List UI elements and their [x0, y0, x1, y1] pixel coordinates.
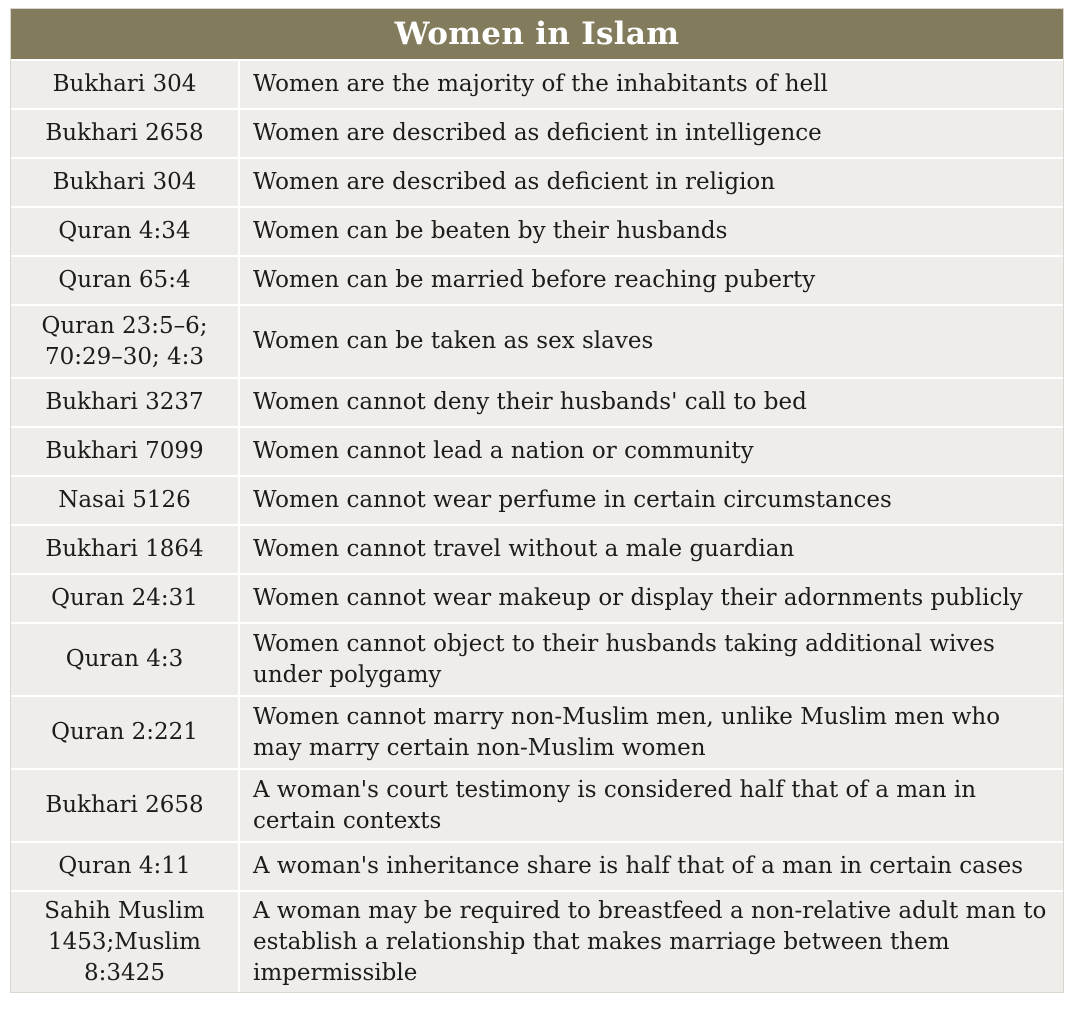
table-row [11, 842, 1063, 891]
source-cell: Quran 24:31 [11, 574, 239, 623]
description-cell: Women cannot wear makeup or display their adornments publicly [239, 574, 1063, 623]
source-cell: Quran 4:3 [11, 623, 239, 696]
table-row [11, 158, 1063, 207]
description-cell: Women cannot object to their husbands taking additional wives under polygamy [239, 623, 1063, 696]
table-row [11, 769, 1063, 842]
source-cell: Bukhari 2658 [11, 109, 239, 158]
description-cell: Women can be married before reaching puberty [239, 256, 1063, 305]
source-cell: Quran 4:11 [11, 842, 239, 891]
table-row [11, 574, 1063, 623]
source-cell: Bukhari 7099 [11, 427, 239, 476]
table-row [11, 207, 1063, 256]
table-row [11, 476, 1063, 525]
table-row [11, 305, 1063, 378]
table-row [11, 109, 1063, 158]
description-cell: Women are the majority of the inhabitants of hell [239, 60, 1063, 109]
source-cell: Bukhari 304 [11, 158, 239, 207]
description-cell: A woman's court testimony is considered half that of a man in certain contexts [239, 769, 1063, 842]
table-row [11, 60, 1063, 109]
table-row [11, 891, 1063, 992]
source-cell: Bukhari 3237 [11, 378, 239, 427]
source-cell: Nasai 5126 [11, 476, 239, 525]
source-cell: Bukhari 304 [11, 60, 239, 109]
description-cell: Women cannot lead a nation or community [239, 427, 1063, 476]
source-cell: Bukhari 2658 [11, 769, 239, 842]
source-cell: Bukhari 1864 [11, 525, 239, 574]
table-row [11, 378, 1063, 427]
description-cell: Women cannot wear perfume in certain circumstances [239, 476, 1063, 525]
description-cell: A woman's inheritance share is half that of a man in certain cases [239, 842, 1063, 891]
table-row [11, 427, 1063, 476]
description-cell: Women cannot deny their husbands' call to bed [239, 378, 1063, 427]
description-cell: Women are described as deficient in religion [239, 158, 1063, 207]
description-cell: Women are described as deficient in intelligence [239, 109, 1063, 158]
source-cell: Quran 65:4 [11, 256, 239, 305]
table-row [11, 256, 1063, 305]
reference-table [11, 59, 1063, 992]
table-title: Women in Islam [11, 9, 1063, 59]
description-cell: A woman may be required to breastfeed a non-relative adult man to establish a relationship that makes marriage between them impermissible [239, 891, 1063, 992]
table-row [11, 696, 1063, 769]
source-cell: Quran 4:34 [11, 207, 239, 256]
source-cell: Sahih Muslim 1453;Muslim 8:3425 [11, 891, 239, 992]
women-in-islam-table [10, 8, 1064, 993]
table-row [11, 525, 1063, 574]
source-cell: Quran 2:221 [11, 696, 239, 769]
description-cell: Women cannot travel without a male guardian [239, 525, 1063, 574]
description-cell: Women cannot marry non-Muslim men, unlike Muslim men who may marry certain non-Muslim women [239, 696, 1063, 769]
table-row [11, 623, 1063, 696]
description-cell: Women can be taken as sex slaves [239, 305, 1063, 378]
source-cell: Quran 23:5–6; 70:29–30; 4:3 [11, 305, 239, 378]
description-cell: Women can be beaten by their husbands [239, 207, 1063, 256]
